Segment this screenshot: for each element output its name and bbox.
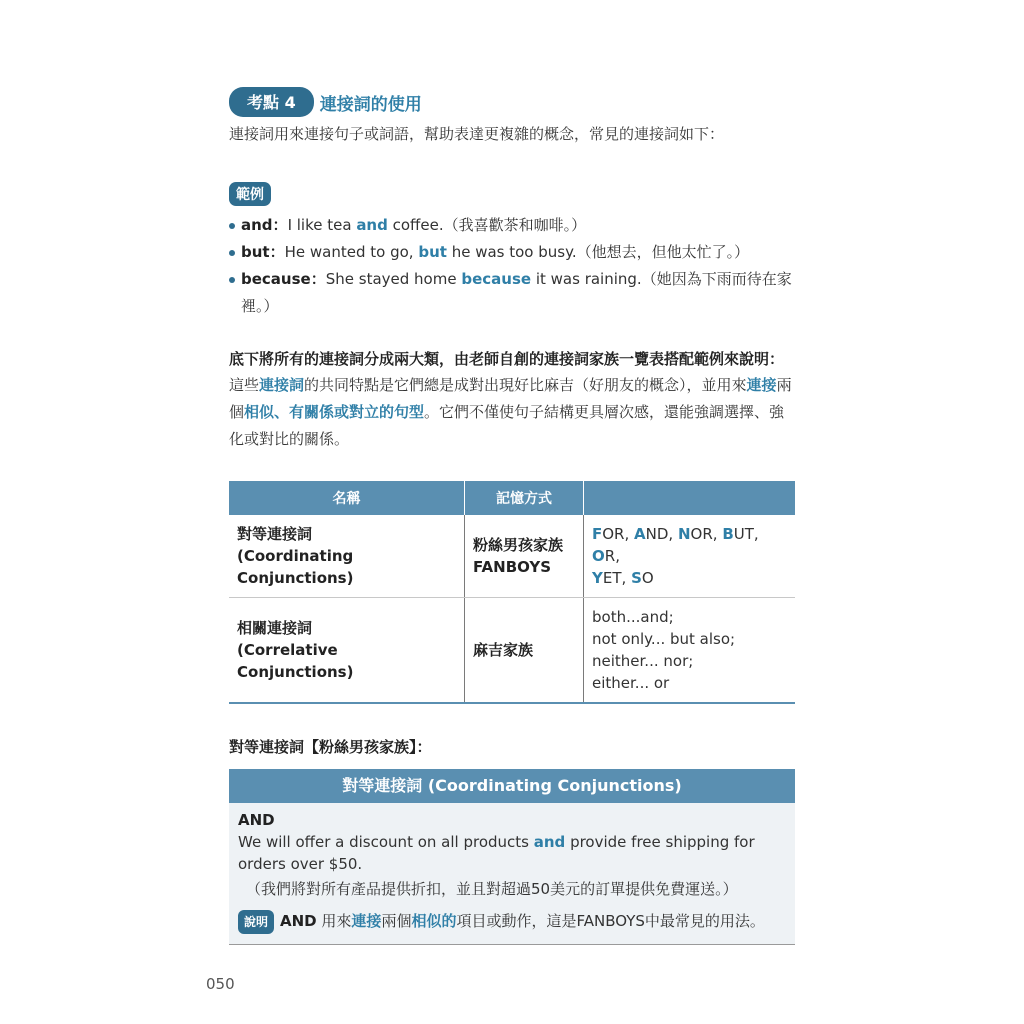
table-header-memory: 記憶方式	[465, 481, 584, 515]
example-translation: （我們將對所有產品提供折扣，並且對超過50美元的訂單提供免費運送。）	[246, 880, 738, 898]
row-coordinating-name: 對等連接詞 (Coordinating Conjunctions)	[229, 515, 465, 598]
overview-paragraph: 這些連接詞的共同特點是它們總是成對出現好比麻吉（好朋友的概念），並用來連接兩個相似、有關係或對立的句型。它們不僅使句子結構更具層次感，還能強調選擇、強化或對比的關係。	[229, 376, 792, 448]
explanation-note: 說明 AND 用來連接兩個相似的項目或動作，這是FANBOYS中最常見的用法。	[238, 910, 786, 934]
example-item-because: because：She stayed home because it was raining.（她因為下雨而待在家裡。）	[229, 266, 795, 320]
row-correlative-memory: 麻吉家族	[465, 598, 584, 704]
row-correlative-pairs: both...and; not only... but also; neither... nor; either... or	[584, 598, 796, 704]
table-row	[229, 515, 795, 598]
example-item-but: but：He wanted to go, but he was too busy.（他想去，但他太忙了。）	[229, 239, 795, 266]
overview-heading: 底下將所有的連接詞分成兩大類，由老師自創的連接詞家族一覽表搭配範例來說明：	[229, 350, 785, 368]
row-coordinating-memory: 粉絲男孩家族 FANBOYS	[465, 515, 584, 598]
table-row	[229, 598, 795, 704]
examples-tag: 範例	[229, 182, 271, 206]
row-correlative-name: 相關連接詞 (Correlative Conjunctions)	[229, 598, 465, 704]
section-intro: 連接詞用來連接句子或詞語，幫助表達更複雜的概念，常見的連接詞如下：	[229, 125, 725, 143]
table-header-row	[229, 481, 795, 515]
example-word: because	[241, 270, 311, 288]
section-heading	[229, 88, 795, 116]
page-number: 050	[206, 975, 235, 993]
page-content	[229, 88, 795, 945]
coordinating-subheading: 對等連接詞【粉絲男孩家族】：	[229, 738, 432, 756]
conjunction-table	[229, 481, 795, 704]
table-header-name: 名稱	[229, 481, 465, 515]
coordinating-box-title: 對等連接詞 (Coordinating Conjunctions)	[229, 769, 795, 803]
note-tag: 說明	[238, 910, 274, 934]
example-sentence: We will offer a discount on all products and provide free shipping for orders over $50.	[238, 833, 755, 873]
example-word: and	[241, 216, 273, 234]
example-item-and: and：I like tea and coffee.（我喜歡茶和咖啡。）	[229, 212, 795, 239]
section-badge: 考點 4	[229, 87, 314, 117]
row-coordinating-words: FOR, AND, NOR, BUT, OR, YET, SO	[584, 515, 796, 598]
conjunction-label: AND	[238, 811, 275, 829]
examples-list	[229, 212, 795, 320]
examples-block	[229, 182, 795, 320]
section-title: 連接詞的使用	[319, 94, 422, 115]
table-header-examples	[584, 481, 796, 515]
coordinating-box-body	[229, 803, 795, 945]
coordinating-box	[229, 769, 795, 945]
example-word: but	[241, 243, 270, 261]
